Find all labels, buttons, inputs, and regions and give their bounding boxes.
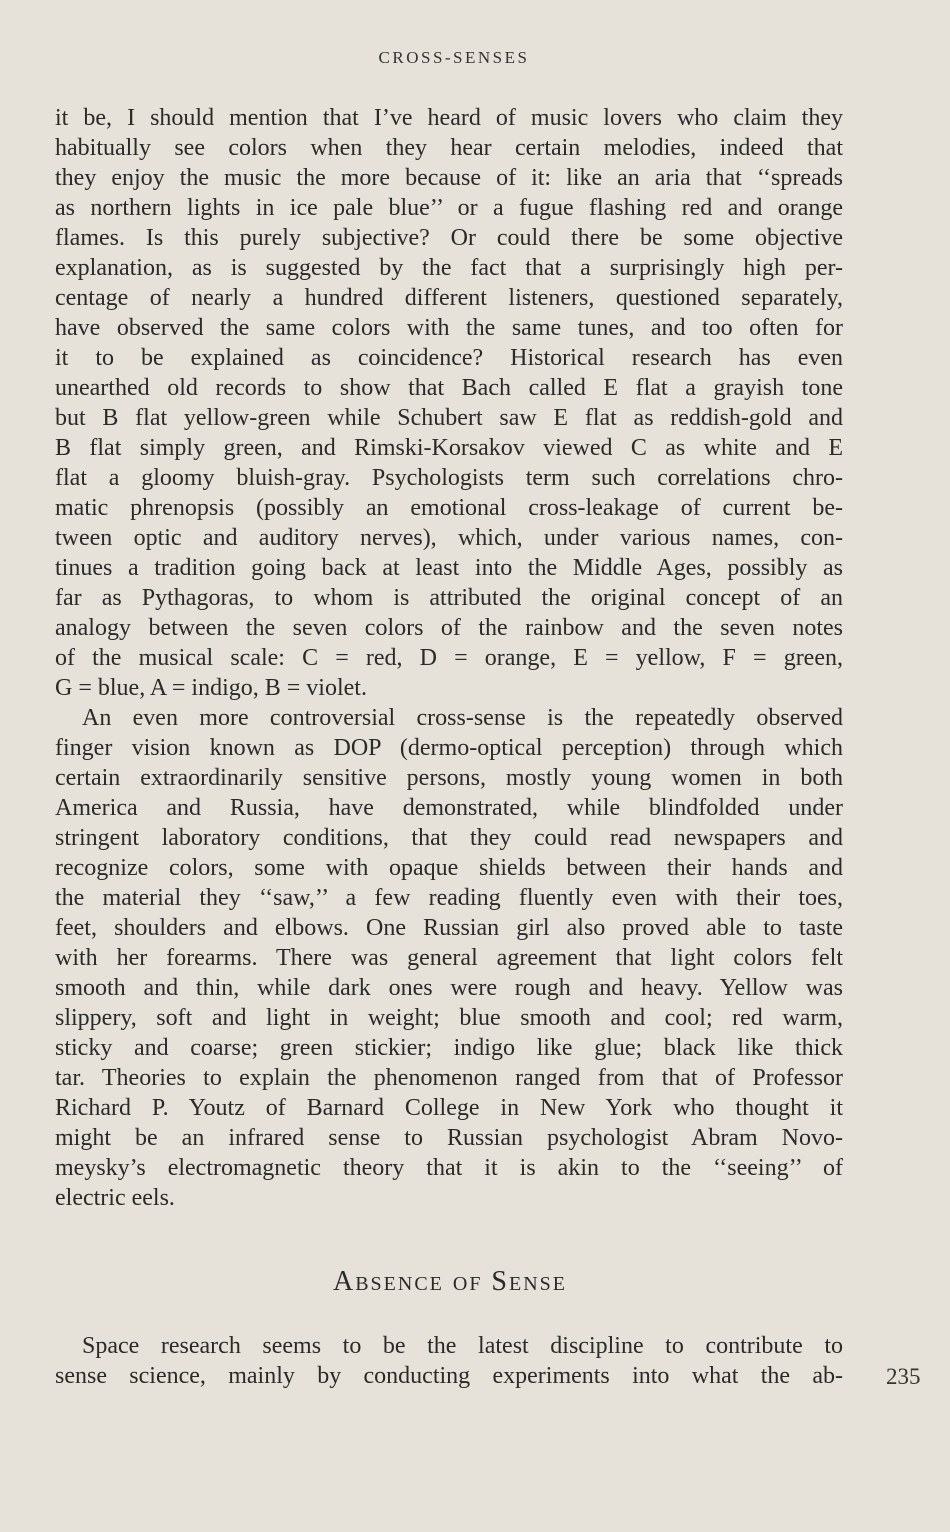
- text-line: stringent laboratory conditions, that they could read newspapers and: [55, 825, 843, 851]
- text-line: as northern lights in ice pale blue’’ or a fugue flashing red and orange: [55, 195, 843, 221]
- text-line: sense science, mainly by conducting experiments into what the ab-: [55, 1363, 843, 1389]
- text-line: unearthed old records to show that Bach called E flat a grayish tone: [55, 375, 843, 401]
- text-line: they enjoy the music the more because of it: like an aria that ‘‘spreads: [55, 165, 843, 191]
- text-line: centage of nearly a hundred different listeners, questioned separately,: [55, 285, 843, 311]
- text-line: America and Russia, have demonstrated, while blindfolded under: [55, 795, 843, 821]
- text-line: finger vision known as DOP (dermo-optical perception) through which: [55, 735, 843, 761]
- text-line: slippery, soft and light in weight; blue smooth and cool; red warm,: [55, 1005, 843, 1031]
- running-head: CROSS-SENSES: [378, 48, 530, 67]
- text-line: sticky and coarse; green stickier; indigo like glue; black like thick: [55, 1035, 843, 1061]
- text-line: electric eels.: [55, 1185, 175, 1211]
- text-line: recognize colors, some with opaque shields between their hands and: [55, 855, 843, 881]
- paragraph-start-line: Space research seems to be the latest discipline to contribute to: [82, 1333, 843, 1359]
- text-line: B flat simply green, and Rimski-Korsakov viewed C as white and E: [55, 435, 843, 461]
- text-line: flat a gloomy bluish-gray. Psychologists term such correlations chro-: [55, 465, 843, 491]
- text-line: might be an infrared sense to Russian psychologist Abram Novo-: [55, 1125, 843, 1151]
- text-line: certain extraordinarily sensitive persons, mostly young women in both: [55, 765, 843, 791]
- section-heading: Absence of Sense: [332, 1266, 568, 1297]
- text-line: meysky’s electromagnetic theory that it is akin to the ‘‘seeing’’ of: [55, 1155, 843, 1181]
- text-line: feet, shoulders and elbows. One Russian girl also proved able to taste: [55, 915, 843, 941]
- text-line: G = blue, A = indigo, B = violet.: [55, 675, 367, 701]
- text-line: tar. Theories to explain the phenomenon ranged from that of Professor: [55, 1065, 843, 1091]
- text-line: of the musical scale: C = red, D = orange, E = yellow, F = green,: [55, 645, 843, 671]
- page-number: 235: [886, 1364, 921, 1389]
- text-line: matic phrenopsis (possibly an emotional cross-leakage of current be-: [55, 495, 843, 521]
- text-line: it to be explained as coincidence? Historical research has even: [55, 345, 843, 371]
- section-text: [55, 1331, 843, 1391]
- text-line: Richard P. Youtz of Barnard College in New York who thought it: [55, 1095, 843, 1121]
- text-line: habitually see colors when they hear certain melodies, indeed that: [55, 135, 843, 161]
- text-line: but B flat yellow-green while Schubert saw E flat as reddish-gold and: [55, 405, 843, 431]
- text-line: tween optic and auditory nerves), which, under various names, con-: [55, 525, 843, 551]
- text-line: far as Pythagoras, to whom is attributed the original concept of an: [55, 585, 843, 611]
- text-line: flames. Is this purely subjective? Or could there be some objective: [55, 225, 843, 251]
- text-line: the material they ‘‘saw,’’ a few reading fluently even with their toes,: [55, 885, 843, 911]
- text-line: analogy between the seven colors of the rainbow and the seven notes: [55, 615, 843, 641]
- text-line: tinues a tradition going back at least into the Middle Ages, possibly as: [55, 555, 843, 581]
- paragraph-start-line: An even more controversial cross-sense is the repeatedly observed: [82, 705, 843, 731]
- body-text: [55, 103, 843, 1213]
- text-line: explanation, as is suggested by the fact that a surprisingly high per-: [55, 255, 843, 281]
- text-line: have observed the same colors with the same tunes, and too often for: [55, 315, 843, 341]
- text-line: smooth and thin, while dark ones were rough and heavy. Yellow was: [55, 975, 843, 1001]
- text-line: with her forearms. There was general agreement that light colors felt: [55, 945, 843, 971]
- text-line: it be, I should mention that I’ve heard of music lovers who claim they: [55, 105, 843, 131]
